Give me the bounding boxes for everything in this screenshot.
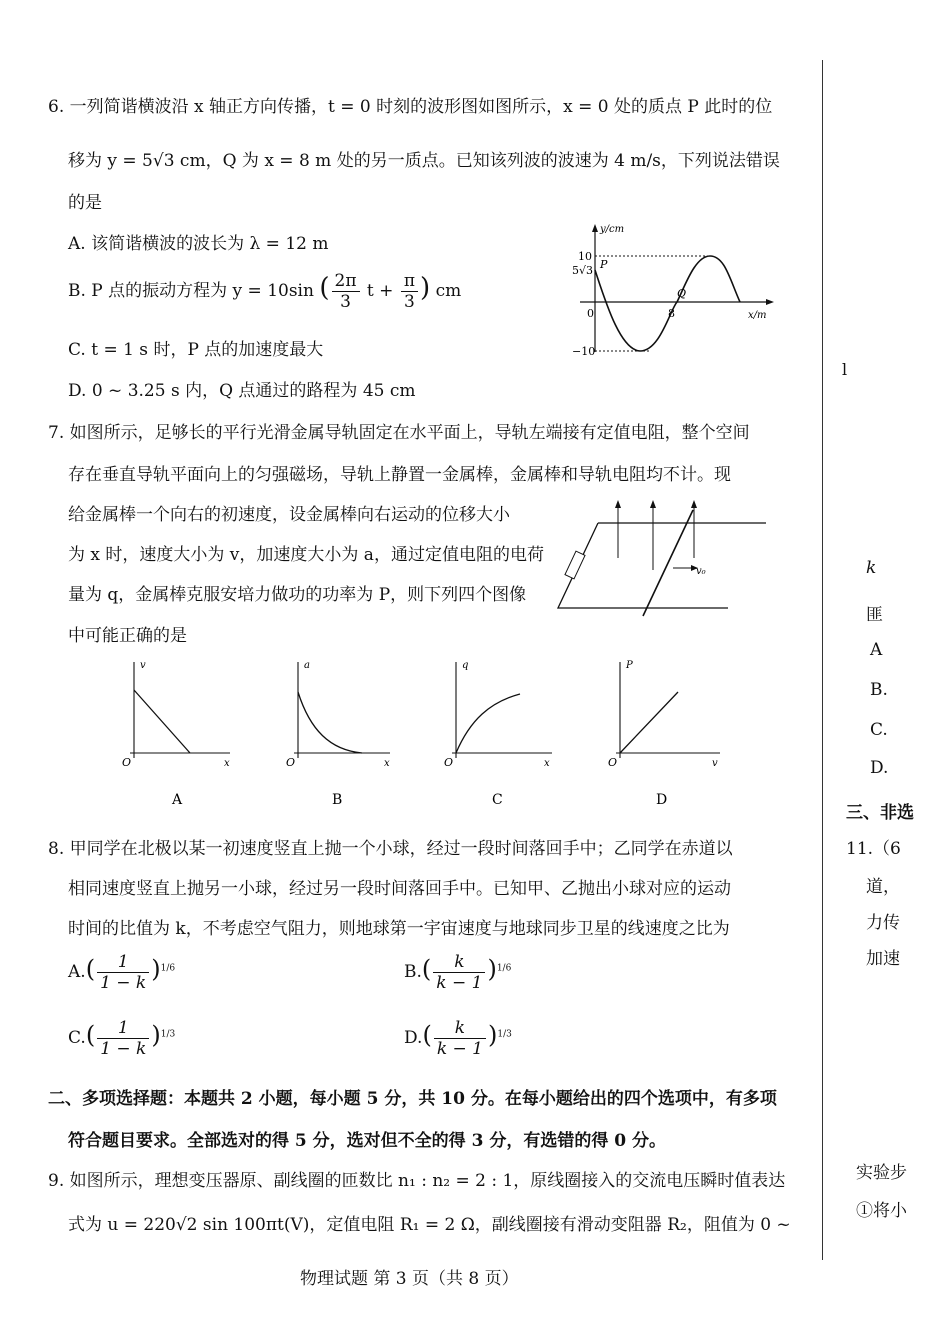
q6-option-b-pre: B. P 点的振动方程为 y = 10sin xyxy=(68,281,314,301)
q9-line2: 式为 u = 220√2 sin 100πt(V)，定值电阻 R₁ = 2 Ω，副线圈接有滑动变阻器 R₂，阻值为 0 ~ xyxy=(68,1215,791,1235)
q6-graph-xmark: 8 xyxy=(668,307,675,320)
svg-text:O: O xyxy=(444,756,454,769)
q8-line3: 时间的比值为 k，不考虑空气阻力，则地球第一宇宙速度与地球同步卫星的线速度之比为 xyxy=(68,919,730,939)
q6-wave-graph xyxy=(560,220,780,360)
q7-v0-label: v₀ xyxy=(696,566,706,577)
q6-graph-xlabel: x/m xyxy=(748,310,767,321)
q7-graph-a xyxy=(122,660,230,808)
q6-graph-ytop: 10 xyxy=(578,250,592,263)
q9-line1: 9. 如图所示，理想变压器原、副线圈的匝数比 n₁ : n₂ = 2 : 1，原线圈接入的交流电压瞬时值表达 xyxy=(48,1171,786,1191)
q6-frac1: $\frac{2\pi}{3}$ xyxy=(332,271,360,312)
margin-fragment-12: 实验步 xyxy=(856,1163,907,1183)
q6-graph-ylabel: y/cm xyxy=(600,224,625,235)
svg-text:q: q xyxy=(462,660,469,671)
q8-option-d: D.( $\frac{k}{k - 1}$ )$^{1/3}$ xyxy=(404,1018,512,1059)
margin-fragment-7: 三、非选 xyxy=(846,803,914,823)
q7-line4: 为 x 时，速度大小为 v，加速度大小为 a，通过定值电阻的电荷 xyxy=(68,545,544,565)
margin-fragment-2: 匪 xyxy=(866,605,883,625)
svg-text:v: v xyxy=(140,660,146,671)
q6-option-c: C. t = 1 s 时，P 点的加速度最大 xyxy=(68,340,324,360)
svg-text:O: O xyxy=(122,756,132,769)
margin-fragment-9: 道， xyxy=(866,877,900,897)
q6-option-b-post: cm xyxy=(435,281,462,301)
q7-answer-graphs xyxy=(100,650,780,810)
margin-fragment-3: A xyxy=(870,640,883,660)
margin-fragment-0: l xyxy=(842,360,848,379)
q6-graph-p: P xyxy=(600,258,608,271)
margin-fragment-5: C. xyxy=(870,720,888,740)
q6-line3: 的是 xyxy=(68,193,102,213)
svg-text:O: O xyxy=(286,756,296,769)
margin-fragment-8: 11.（6 xyxy=(846,839,901,859)
q8-option-a: A.( $\frac{1}{1 - k}$ )$^{1/6}$ xyxy=(68,952,176,993)
section2-line1: 二、多项选择题：本题共 2 小题，每小题 5 分，共 10 分。在每小题给出的四个选项中，有多项 xyxy=(48,1089,777,1109)
q6-option-a: A. 该简谐横波的波长为 λ = 12 m xyxy=(68,234,329,254)
q6-graph-yp: 5√3 xyxy=(572,264,594,277)
svg-text:v: v xyxy=(712,758,718,769)
q7-line5: 量为 q，金属棒克服安培力做功的功率为 P，则下列四个图像 xyxy=(68,585,527,605)
q6-frac2: $\frac{\pi}{3}$ xyxy=(401,271,418,312)
q7-rail-diagram xyxy=(548,490,778,620)
page-divider xyxy=(822,60,823,1260)
svg-text:a: a xyxy=(304,660,310,671)
svg-text:P: P xyxy=(626,660,633,671)
q7-graph-c xyxy=(444,660,552,808)
margin-fragment-13: ①将小 xyxy=(856,1201,907,1221)
q7-line2: 存在垂直导轨平面向上的匀强磁场，导轨上静置一金属棒，金属棒和导轨电阻均不计。现 xyxy=(68,465,731,485)
svg-text:O: O xyxy=(608,756,618,769)
svg-text:B: B xyxy=(332,792,343,808)
q6-option-b: B. P 点的振动方程为 y = 10sin ( $\frac{2\pi}{3}$ t + $\frac{\pi}{3}$ ) cm xyxy=(68,271,462,312)
q6-graph-ybottom: −10 xyxy=(572,345,596,358)
margin-fragment-11: 加速 xyxy=(866,949,900,969)
svg-text:x: x xyxy=(224,758,230,769)
q6-graph-origin: 0 xyxy=(587,307,594,320)
page-footer: 物理试题 第 3 页（共 8 页） xyxy=(300,1269,519,1289)
section2-line2: 符合题目要求。全部选对的得 5 分，选对但不全的得 3 分，有选错的得 0 分。 xyxy=(68,1131,666,1151)
q7-line1: 7. 如图所示，足够长的平行光滑金属导轨固定在水平面上，导轨左端接有定值电阻，整个空间 xyxy=(48,423,750,443)
q6-option-b-t: t + xyxy=(366,281,394,301)
svg-text:x: x xyxy=(384,758,390,769)
q8-option-c: C.( $\frac{1}{1 - k}$ )$^{1/3}$ xyxy=(68,1018,176,1059)
margin-fragment-4: B. xyxy=(870,680,888,700)
q6-option-d: D. 0 ~ 3.25 s 内，Q 点通过的路程为 45 cm xyxy=(68,381,416,401)
svg-text:A: A xyxy=(172,792,183,808)
q7-line3: 给金属棒一个向右的初速度，设金属棒向右运动的位移大小 xyxy=(68,505,510,525)
q8-line2: 相同速度竖直上抛另一小球，经过另一段时间落回手中。已知甲、乙抛出小球对应的运动 xyxy=(68,879,731,899)
q6-graph-q: Q xyxy=(677,287,687,300)
svg-text:x: x xyxy=(544,758,550,769)
svg-text:D: D xyxy=(656,792,668,808)
margin-fragment-1: k xyxy=(866,558,877,578)
q7-graph-d xyxy=(608,660,720,808)
q8-option-b: B.( $\frac{k}{k - 1}$ )$^{1/6}$ xyxy=(404,952,512,993)
q6-line1: 6. 一列简谐横波沿 x 轴正方向传播，t = 0 时刻的波形图如图所示，x = 0 处的质点 P 此时的位 xyxy=(48,97,773,117)
q7-graph-b xyxy=(286,660,390,808)
q7-line6: 中可能正确的是 xyxy=(68,626,187,646)
q8-line1: 8. 甲同学在北极以某一初速度竖直上抛一个小球，经过一段时间落回手中；乙同学在赤道以 xyxy=(48,839,733,859)
margin-fragment-6: D. xyxy=(870,758,889,778)
margin-fragment-10: 力传 xyxy=(866,913,900,933)
svg-text:C: C xyxy=(492,792,503,808)
q6-line2: 移为 y = 5√3 cm，Q 为 x = 8 m 处的另一质点。已知该列波的波速为 4 m/s，下列说法错误 xyxy=(68,151,780,171)
